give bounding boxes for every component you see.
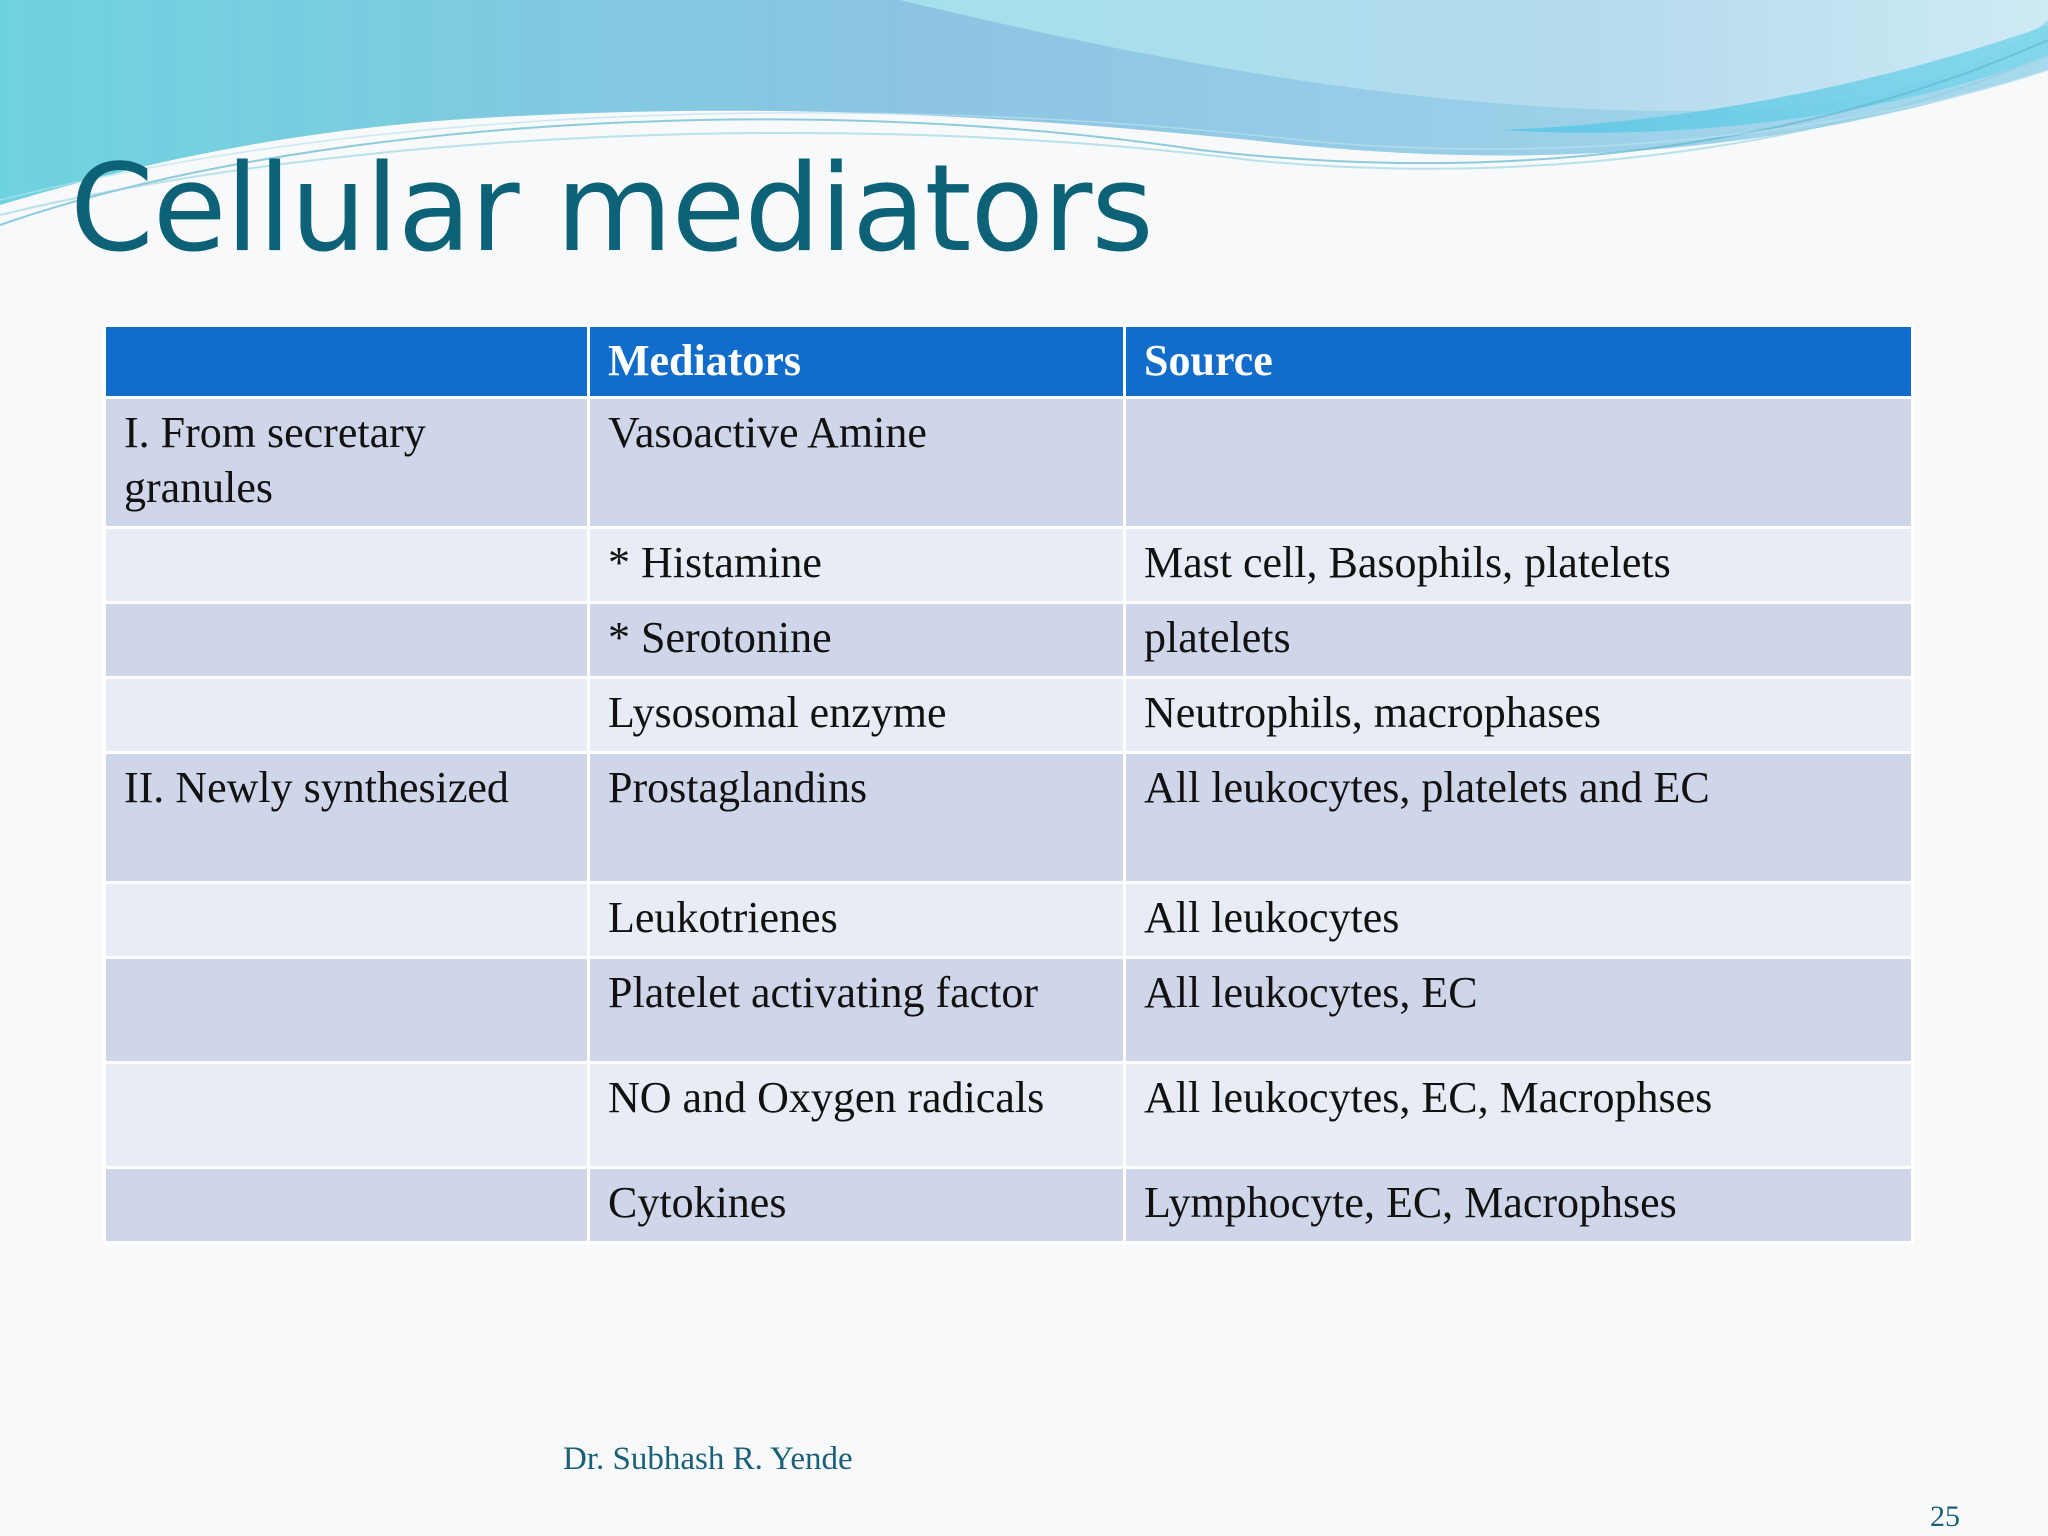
mediators-table-container (103, 324, 1911, 1244)
table-row (105, 958, 1913, 1063)
mediator-cell: Prostaglandins (589, 753, 1125, 883)
mediator-cell: Platelet activating factor (589, 958, 1125, 1063)
category-cell (105, 883, 589, 958)
source-cell: Neutrophils, macrophases (1125, 678, 1913, 753)
category-cell (105, 528, 589, 603)
source-cell: All leukocytes, EC, Macrophses (1125, 1063, 1913, 1168)
mediator-cell: * Histamine (589, 528, 1125, 603)
table-row (105, 678, 1913, 753)
mediators-table (103, 324, 1914, 1244)
table-row (105, 1063, 1913, 1168)
table-header-row (105, 326, 1913, 398)
category-cell: II. Newly synthesized (105, 753, 589, 883)
table-row (105, 603, 1913, 678)
source-cell: Mast cell, Basophils, platelets (1125, 528, 1913, 603)
page-title: Cellular mediators (70, 140, 1153, 279)
category-cell (105, 603, 589, 678)
table-row (105, 1168, 1913, 1243)
source-cell: All leukocytes (1125, 883, 1913, 958)
category-cell (105, 958, 589, 1063)
header-source: Source (1125, 326, 1913, 398)
mediator-cell: Cytokines (589, 1168, 1125, 1243)
table-row (105, 398, 1913, 528)
category-cell (105, 1063, 589, 1168)
mediator-cell: Lysosomal enzyme (589, 678, 1125, 753)
table-row (105, 753, 1913, 883)
category-cell (105, 678, 589, 753)
source-cell: platelets (1125, 603, 1913, 678)
header-category (105, 326, 589, 398)
mediator-cell: Leukotrienes (589, 883, 1125, 958)
source-cell: All leukocytes, EC (1125, 958, 1913, 1063)
mediator-cell: Vasoactive Amine (589, 398, 1125, 528)
source-cell: Lymphocyte, EC, Macrophses (1125, 1168, 1913, 1243)
source-cell: All leukocytes, platelets and EC (1125, 753, 1913, 883)
footer-author: Dr. Subhash R. Yende (563, 1441, 853, 1477)
page-number: 25 (1930, 1500, 1960, 1533)
table-row (105, 883, 1913, 958)
source-cell (1125, 398, 1913, 528)
table-row (105, 528, 1913, 603)
category-cell (105, 1168, 589, 1243)
mediator-cell: * Serotonine (589, 603, 1125, 678)
category-cell: I. From secretary granules (105, 398, 589, 528)
header-mediators: Mediators (589, 326, 1125, 398)
mediator-cell: NO and Oxygen radicals (589, 1063, 1125, 1168)
